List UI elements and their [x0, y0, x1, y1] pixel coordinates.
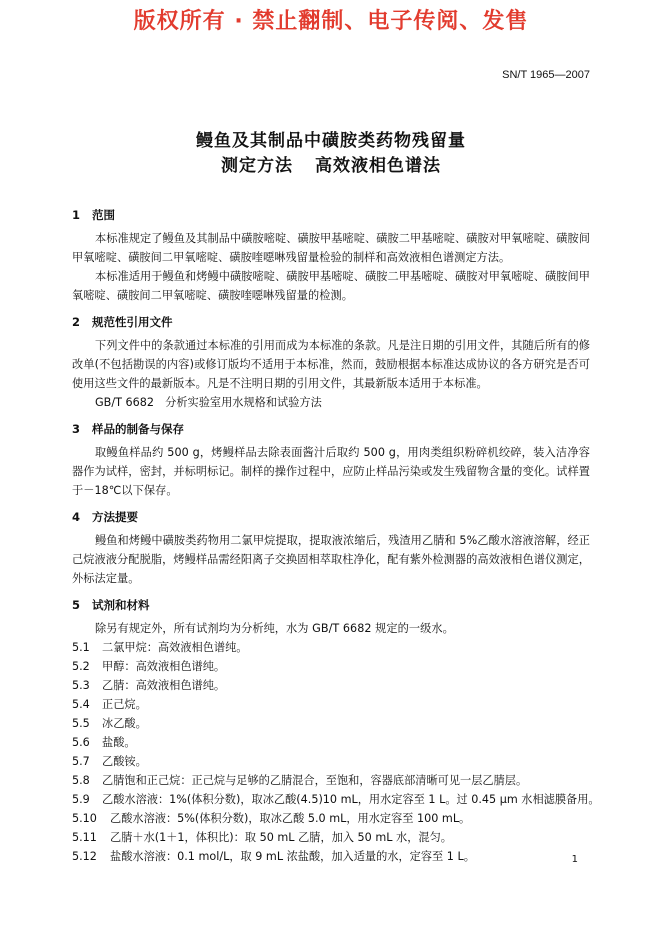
item-number: 5.3: [72, 679, 90, 692]
section-title: 范围: [92, 208, 115, 222]
section-number: 4: [72, 510, 81, 524]
item-text: 二氯甲烷：高效液相色谱纯。: [102, 641, 248, 654]
section-title: 样品的制备与保存: [92, 422, 184, 436]
item-text: 盐酸。: [102, 736, 136, 749]
section-heading-1: [72, 206, 590, 225]
item-number: 5.6: [72, 736, 90, 749]
item-number: 5.5: [72, 717, 90, 730]
title-subtitle-a: 测定方法: [221, 156, 293, 176]
method-summary-paragraph: 鳗鱼和烤鳗中磺胺类药物用二氯甲烷提取，提取液浓缩后，残渣用乙腈和 5%乙酸水溶液溶解，经正己烷液液分配脱脂，烤鳗样品需经阳离子交换固相萃取柱净化，配有紫外检测器的高效液相色谱仪测定，外标法定量。: [72, 534, 590, 585]
item-number: 5.9: [72, 793, 90, 806]
list-item: [72, 809, 590, 828]
list-item: [72, 695, 590, 714]
watermark-banner: 版权所有 · 禁止翻制、电子传阅、发售: [133, 9, 529, 34]
references-paragraph: 下列文件中的条款通过本标准的引用而成为本标准的条款。凡是注日期的引用文件，其随后所有的修改单(不包括勘误的内容)或修订版均不适用于本标准，然而，鼓励根据本标准达成协议的各方研究是否可使用这些文件的最新版本。凡是不注明日期的引用文件，其最新版本适用于本标准。: [72, 339, 590, 390]
section-heading-5: [72, 596, 590, 615]
item-number: 5.1: [72, 641, 90, 654]
section-title: 方法提要: [92, 510, 138, 524]
section-number: 1: [72, 208, 81, 222]
scope-paragraph-1: 本标准规定了鳗鱼及其制品中磺胺嘧啶、磺胺甲基嘧啶、磺胺二甲基嘧啶、磺胺对甲氧嘧啶、磺胺间甲氧嘧啶、磺胺间二甲氧嘧啶、磺胺喹噁啉残留量检验的制样和高效液相色谱测定方法。: [72, 232, 590, 264]
document-title-line2: [0, 151, 662, 176]
item-text: 乙酸铵。: [102, 755, 147, 768]
item-number: 5.7: [72, 755, 90, 768]
section-heading-4: [72, 508, 590, 527]
item-text: 乙腈：高效液相色谱纯。: [102, 679, 226, 692]
list-item: [72, 638, 590, 657]
item-number: 5.4: [72, 698, 90, 711]
item-number: 5.8: [72, 774, 90, 787]
list-item: [72, 847, 590, 866]
item-text: 正己烷。: [102, 698, 147, 711]
section-number: 3: [72, 422, 81, 436]
item-text: 甲醇：高效液相色谱纯。: [102, 660, 226, 673]
item-text: 冰乙酸。: [102, 717, 147, 730]
list-item: [72, 828, 590, 847]
item-number: 5.2: [72, 660, 90, 673]
reagents-intro-paragraph: 除另有规定外，所有试剂均为分析纯，水为 GB/T 6682 规定的一级水。: [95, 622, 454, 635]
document-body: [72, 206, 600, 866]
list-item: [72, 733, 590, 752]
section-title: 试剂和材料: [92, 598, 150, 612]
document-title-line1: 鳗鱼及其制品中磺胺类药物残留量: [196, 131, 466, 151]
list-item: [72, 752, 590, 771]
scope-paragraph-2: 本标准适用于鳗鱼和烤鳗中磺胺嘧啶、磺胺甲基嘧啶、磺胺二甲基嘧啶、磺胺对甲氧嘧啶、磺胺间甲氧嘧啶、磺胺间二甲氧嘧啶、磺胺喹噁啉残留量的检测。: [72, 270, 590, 302]
title-subtitle-b: 高效液相色谱法: [315, 156, 441, 176]
list-item: [72, 714, 590, 733]
item-text: 乙酸水溶液：1%(体积分数)，取冰乙酸(4.5)10 mL，用水定容至 1 L。过 0.45 μm 水相滤膜备用。: [102, 793, 600, 806]
list-item: [72, 790, 600, 809]
section-number: 2: [72, 315, 81, 329]
standard-code: SN/T 1965—2007: [502, 69, 590, 81]
page-number: 1: [571, 854, 578, 865]
section-heading-2: [72, 313, 590, 332]
list-item: [72, 676, 590, 695]
section-number: 5: [72, 598, 81, 612]
item-text: 乙腈＋水(1＋1，体积比)：取 50 mL 乙腈，加入 50 mL 水，混匀。: [110, 831, 452, 844]
list-item: [72, 657, 590, 676]
item-text: 乙酸水溶液：5%(体积分数)，取冰乙酸 5.0 mL，用水定容至 100 mL。: [110, 812, 471, 825]
item-number: 5.10: [72, 812, 97, 825]
item-number: 5.12: [72, 850, 97, 863]
item-text: 乙腈饱和正己烷：正己烷与足够的乙腈混合，至饱和，容器底部清晰可见一层乙腈层。: [102, 774, 528, 787]
reference-item: GB/T 6682 分析实验室用水规格和试验方法: [95, 396, 322, 409]
list-item: [72, 771, 590, 790]
section-heading-3: [72, 420, 590, 439]
item-text: 盐酸水溶液：0.1 mol/L，取 9 mL 浓盐酸，加入适量的水，定容至 1 L。: [110, 850, 475, 863]
sample-prep-paragraph: 取鳗鱼样品约 500 g，烤鳗样品去除表面酱汁后取约 500 g，用肉类组织粉碎机绞碎，装入洁净容器作为试样，密封，并标明标记。制样的操作过程中，应防止样品污染或发生残留物含量的变化。试样置于－18℃以下保存。: [72, 446, 590, 497]
item-number: 5.11: [72, 831, 97, 844]
section-title: 规范性引用文件: [92, 315, 173, 329]
